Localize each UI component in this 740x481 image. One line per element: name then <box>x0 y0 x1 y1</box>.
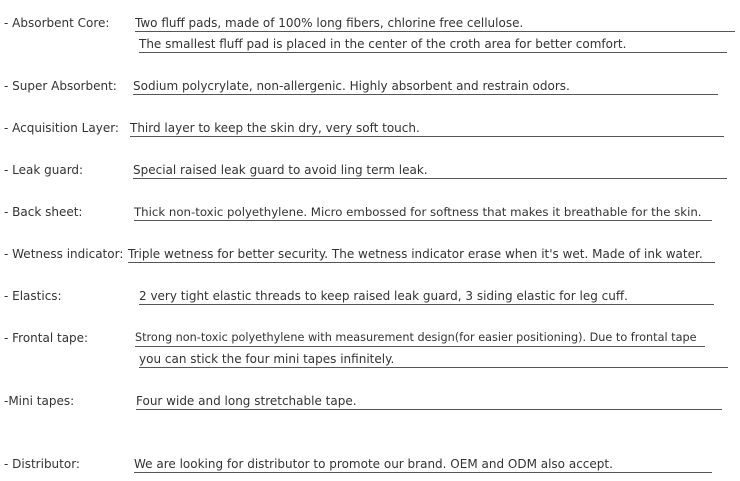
label-elastics: - Elastics: <box>4 289 62 303</box>
label-absorbent-core: - Absorbent Core: <box>4 16 110 30</box>
label-distributor: - Distributor: <box>4 457 80 471</box>
value-frontal-tape-line-1: Strong non-toxic polyethylene with measurement design(for easier positioning). Due to frontal tape <box>135 331 705 347</box>
label-leak-guard: - Leak guard: <box>4 163 84 177</box>
value-absorbent-core-line-1: Two fluff pads, made of 100% long fibers, chlorine free cellulose. <box>135 16 735 32</box>
value-leak-guard: Special raised leak guard to avoid ling term leak. <box>133 163 727 179</box>
value-back-sheet: Thick non-toxic polyethylene. Micro embossed for softness that makes it breathable for the skin. <box>134 205 712 221</box>
value-absorbent-core-line-2: The smallest fluff pad is placed in the center of the croth area for better comfort. <box>139 37 727 53</box>
value-acquisition-layer: Third layer to keep the skin dry, very soft touch. <box>130 121 724 137</box>
label-acquisition-layer: - Acquisition Layer: <box>4 121 119 135</box>
value-wetness-indicator: Triple wetness for better security. The wetness indicator erase when it's wet. Made of ink water. <box>128 247 715 263</box>
label-back-sheet: - Back sheet: <box>4 205 83 219</box>
value-distributor: We are looking for distributor to promote our brand. OEM and ODM also accept. <box>134 457 712 473</box>
label-mini-tapes: -Mini tapes: <box>4 394 75 408</box>
value-mini-tapes: Four wide and long stretchable tape. <box>136 394 722 410</box>
label-frontal-tape: - Frontal tape: <box>4 331 89 345</box>
value-elastics: 2 very tight elastic threads to keep raised leak guard, 3 siding elastic for leg cuff. <box>139 289 714 305</box>
value-frontal-tape-line-2: you can stick the four mini tapes infinitely. <box>139 352 728 368</box>
label-super-absorbent: - Super Absorbent: <box>4 79 117 93</box>
value-super-absorbent: Sodium polycrylate, non-allergenic. Highly absorbent and restrain odors. <box>133 79 718 95</box>
label-wetness-indicator: - Wetness indicator: <box>4 247 124 261</box>
